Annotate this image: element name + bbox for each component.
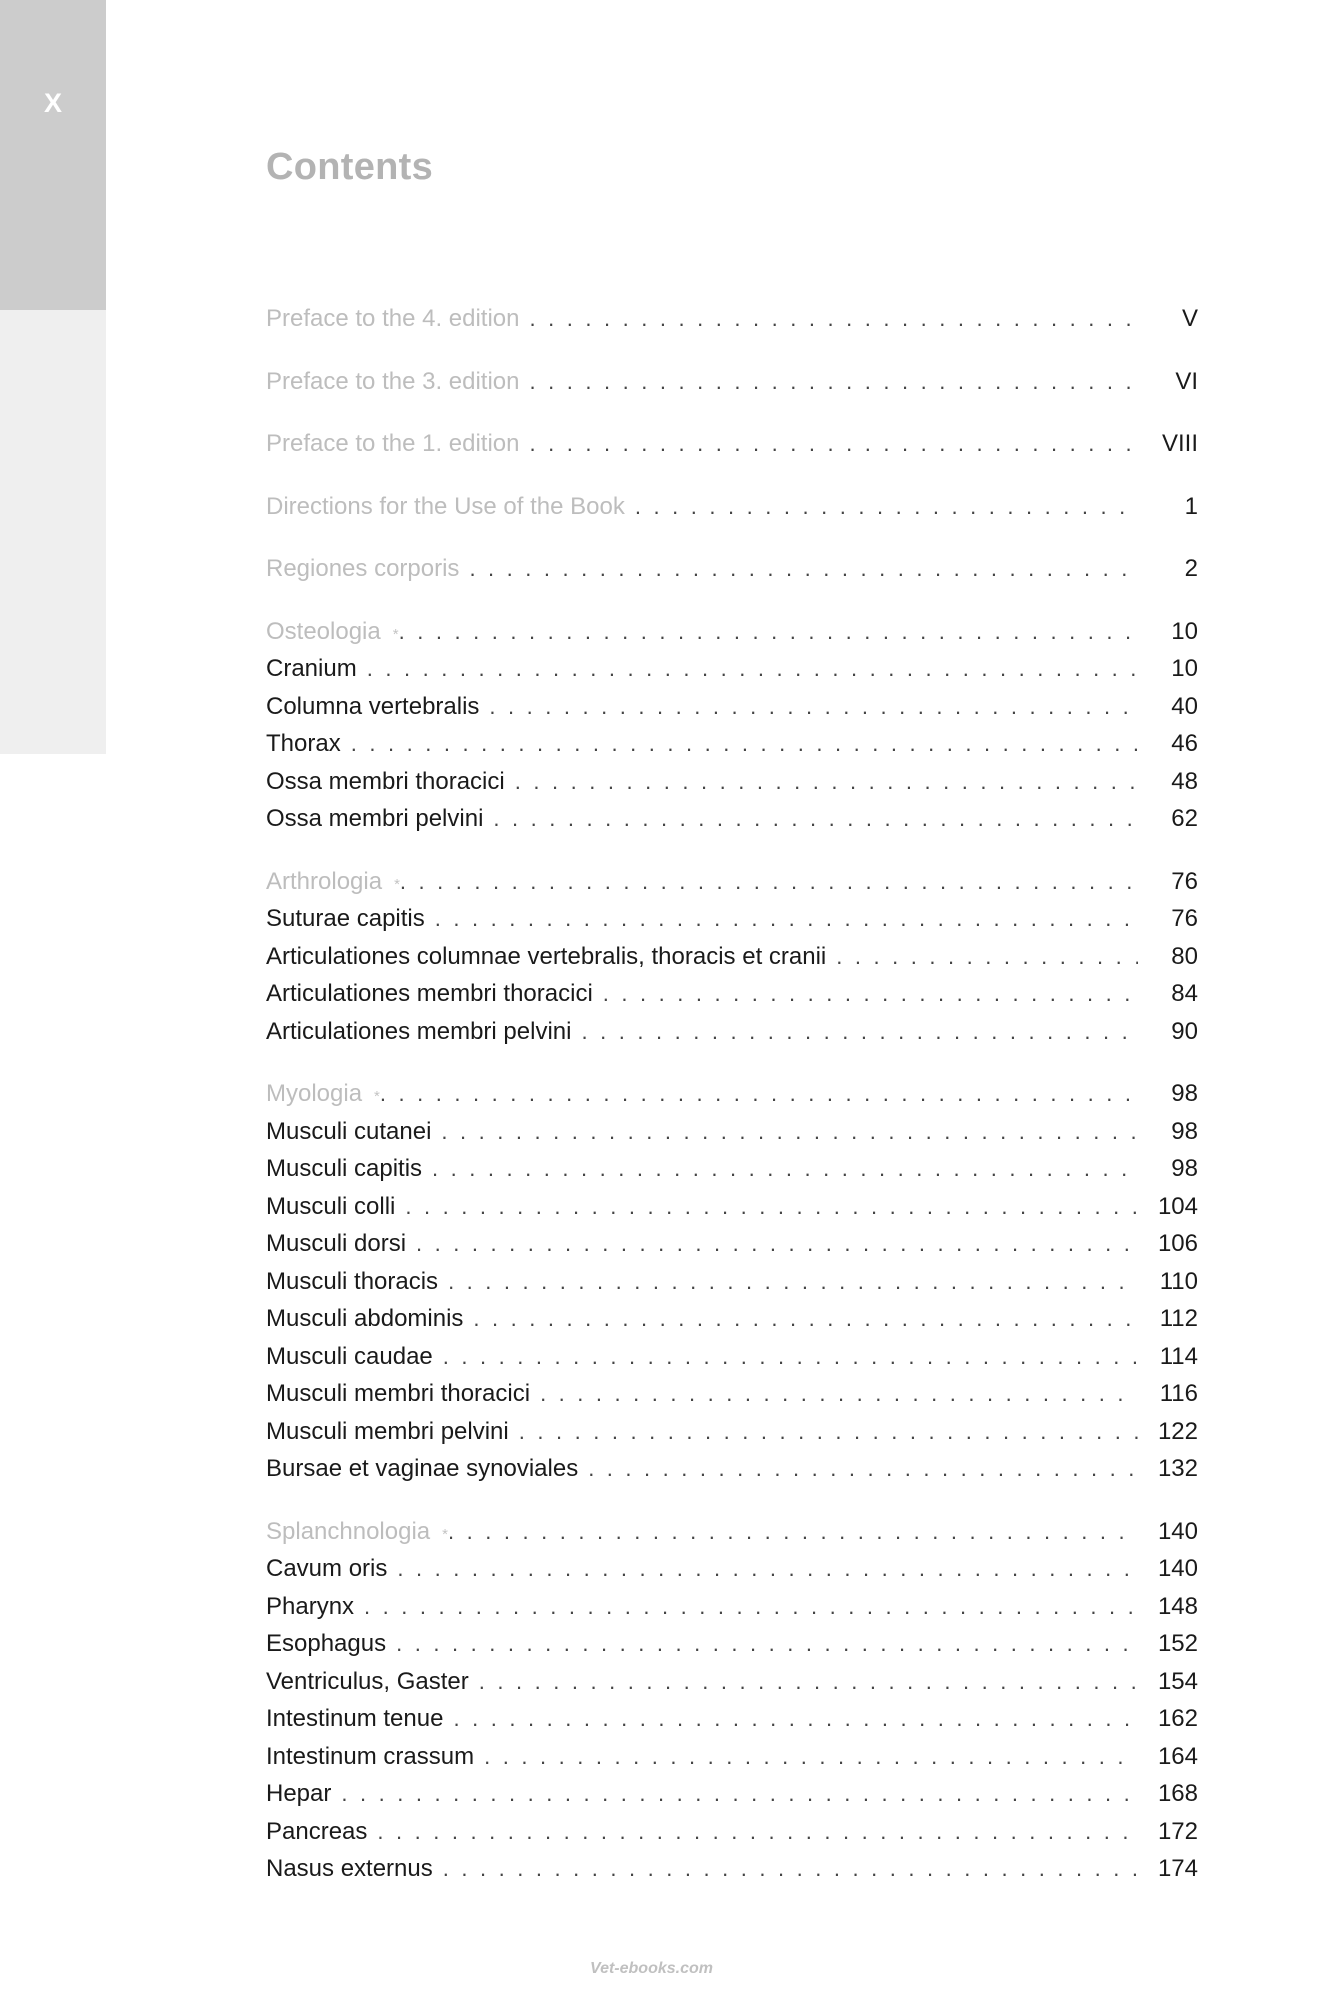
toc-entry-page: 140 [1157, 1517, 1198, 1545]
toc-entry-page: 10 [1171, 655, 1198, 682]
asterisk-icon: * [394, 875, 400, 893]
dot-leader [530, 300, 1139, 338]
toc-entry[interactable] [266, 1850, 1198, 1888]
dot-leader [351, 725, 1138, 763]
toc-entry-page: 10 [1171, 617, 1198, 645]
toc-entry-page: 1 [1184, 492, 1198, 520]
toc-entry-page: 132 [1157, 1455, 1198, 1482]
dot-leader [603, 975, 1138, 1013]
toc-entry-label: Intestinum crassum [266, 1742, 475, 1770]
dot-leader [588, 1450, 1138, 1488]
toc-entry-page: 162 [1157, 1705, 1198, 1732]
toc-entry[interactable] [266, 300, 1198, 338]
dot-leader [380, 1075, 1138, 1113]
toc-entry-label: Esophagus [266, 1630, 387, 1657]
toc-entry[interactable] [266, 363, 1198, 401]
toc-entry-page: 62 [1171, 805, 1198, 832]
dot-leader [519, 1413, 1138, 1451]
toc-entry-label: Cranium [266, 655, 357, 682]
page-title: Contents [266, 146, 434, 188]
toc-entry[interactable] [266, 800, 1198, 838]
toc-entry[interactable] [266, 763, 1198, 801]
toc-entry-page: 148 [1157, 1592, 1198, 1620]
toc-entry-page: 46 [1171, 730, 1198, 757]
toc-entry[interactable] [266, 1075, 1198, 1113]
dot-leader [530, 363, 1139, 401]
dot-leader [400, 863, 1138, 901]
toc-entry-label: Musculi membri thoracici [266, 1380, 531, 1407]
toc-entry-page: 172 [1157, 1817, 1198, 1845]
toc-entry[interactable] [266, 1738, 1198, 1776]
page-number: X [43, 88, 62, 118]
toc-entry-label: Musculi cutanei [266, 1117, 432, 1145]
dot-leader [432, 1150, 1138, 1188]
dot-leader [443, 1850, 1138, 1888]
toc-entry-label: Musculi abdominis [266, 1305, 464, 1332]
asterisk-icon: * [442, 1525, 448, 1543]
toc-entry-label: Thorax [266, 730, 341, 757]
dot-leader [416, 1225, 1138, 1263]
toc-entry[interactable] [266, 688, 1198, 726]
toc-entry[interactable] [266, 938, 1198, 976]
dot-leader [469, 550, 1138, 588]
toc-entry-label: Ventriculus, Gaster [266, 1667, 469, 1695]
dot-leader [530, 425, 1139, 463]
dot-leader [484, 1738, 1138, 1776]
dot-leader [540, 1375, 1138, 1413]
dot-leader [453, 1700, 1138, 1738]
dot-leader [493, 800, 1138, 838]
toc-entry-page: VI [1175, 367, 1198, 395]
toc-entry[interactable] [266, 1225, 1198, 1263]
toc-entry-label: Hepar [266, 1780, 332, 1807]
toc-entry[interactable] [266, 613, 1198, 651]
side-band [0, 310, 106, 754]
toc-entry[interactable] [266, 1775, 1198, 1813]
toc-entry-label: Regiones corporis [266, 555, 460, 582]
toc-entry-label: Preface to the 4. edition [266, 305, 520, 332]
dot-leader [435, 900, 1138, 938]
toc-entry-label: Pancreas [266, 1817, 368, 1845]
toc-entry[interactable] [266, 1338, 1198, 1376]
toc-entry-label: Nasus externus [266, 1855, 433, 1882]
toc-entry[interactable] [266, 488, 1198, 526]
toc-entry[interactable] [266, 1513, 1198, 1551]
toc-entry-label: Osteologia [266, 617, 381, 645]
table-of-contents [266, 300, 1198, 1888]
toc-entry-label: Musculi capitis [266, 1155, 423, 1182]
toc-entry-label: Musculi thoracis [266, 1267, 439, 1295]
toc-entry[interactable] [266, 1663, 1198, 1701]
toc-entry-label: Suturae capitis [266, 905, 425, 932]
toc-entry-page: 98 [1171, 1080, 1198, 1107]
dot-leader [473, 1300, 1138, 1338]
dot-leader [399, 613, 1138, 651]
toc-entry-page: 116 [1159, 1380, 1198, 1407]
toc-entry-label: Myologia [266, 1080, 363, 1107]
toc-entry-page: 90 [1171, 1017, 1198, 1045]
watermark-logo: Vet-ebooks.com [590, 1960, 713, 1977]
dot-leader [396, 1625, 1138, 1663]
toc-entry-page: 40 [1171, 692, 1198, 720]
toc-entry-label: Preface to the 3. edition [266, 367, 520, 395]
asterisk-icon: * [392, 625, 399, 643]
toc-entry-label: Musculi colli [266, 1192, 396, 1220]
toc-entry[interactable] [266, 1013, 1198, 1051]
toc-entry[interactable] [266, 1625, 1198, 1663]
toc-entry[interactable] [266, 1588, 1198, 1626]
toc-entry[interactable] [266, 900, 1198, 938]
toc-entry-label: Bursae et vaginae synoviales [266, 1455, 579, 1482]
toc-entry-label: Musculi dorsi [266, 1230, 407, 1257]
toc-entry-page: 112 [1159, 1305, 1198, 1332]
dot-leader [397, 1550, 1138, 1588]
toc-entry[interactable] [266, 425, 1198, 463]
toc-entry-page: 122 [1157, 1417, 1198, 1445]
dot-leader [341, 1775, 1138, 1813]
toc-entry-page: 154 [1157, 1667, 1198, 1695]
toc-entry-page: 98 [1171, 1155, 1198, 1182]
dot-leader [515, 763, 1138, 801]
toc-entry-label: Intestinum tenue [266, 1705, 444, 1732]
toc-entry[interactable] [266, 550, 1198, 588]
toc-entry-label: Ossa membri pelvini [266, 805, 484, 832]
toc-entry-label: Preface to the 1. edition [266, 430, 520, 457]
toc-entry-label: Directions for the Use of the Book [266, 492, 625, 520]
dot-leader [364, 1588, 1138, 1626]
toc-entry[interactable] [266, 1550, 1198, 1588]
dot-leader [367, 650, 1138, 688]
toc-entry[interactable] [266, 1813, 1198, 1851]
dot-leader [635, 488, 1138, 526]
toc-entry[interactable] [266, 725, 1198, 763]
toc-entry-page: 140 [1157, 1555, 1198, 1582]
toc-entry-page: 76 [1171, 905, 1198, 932]
toc-entry-label: Arthrologia [266, 867, 383, 895]
toc-entry-label: Articulationes membri pelvini [266, 1017, 572, 1045]
toc-entry-label: Musculi membri pelvini [266, 1417, 509, 1445]
toc-entry-page: 152 [1157, 1630, 1198, 1657]
dot-leader [479, 1663, 1138, 1701]
toc-entry[interactable] [266, 1375, 1198, 1413]
toc-entry-page: V [1181, 305, 1198, 332]
toc-entry[interactable] [266, 1413, 1198, 1451]
toc-entry-page: 84 [1171, 980, 1198, 1007]
toc-entry[interactable] [266, 1450, 1198, 1488]
dot-leader [441, 1113, 1138, 1151]
toc-entry[interactable] [266, 1300, 1198, 1338]
dot-leader [377, 1813, 1138, 1851]
toc-entry-page: 164 [1157, 1742, 1198, 1770]
toc-entry-label: Columna vertebralis [266, 692, 480, 720]
toc-entry-label: Musculi caudae [266, 1342, 433, 1370]
toc-entry[interactable] [266, 1188, 1198, 1226]
toc-entry[interactable] [266, 975, 1198, 1013]
dot-leader [836, 938, 1138, 976]
toc-entry[interactable] [266, 1700, 1198, 1738]
toc-entry-page: 104 [1157, 1192, 1198, 1220]
toc-entry-label: Ossa membri thoracici [266, 767, 505, 795]
toc-entry-label: Articulationes membri thoracici [266, 980, 593, 1007]
dot-leader [489, 688, 1138, 726]
toc-entry-label: Splanchnologia [266, 1517, 431, 1545]
toc-entry-label: Pharynx [266, 1592, 355, 1620]
toc-entry-page: 48 [1171, 767, 1198, 795]
dot-leader [448, 1263, 1138, 1301]
toc-entry[interactable] [266, 863, 1198, 901]
asterisk-icon: * [374, 1088, 380, 1105]
dot-leader [405, 1188, 1138, 1226]
dot-leader [448, 1513, 1138, 1551]
toc-entry-label: Articulationes columnae vertebralis, thoracis et cranii [266, 942, 827, 970]
toc-entry-page: 168 [1157, 1780, 1198, 1807]
toc-entry[interactable] [266, 650, 1198, 688]
dot-leader [581, 1013, 1138, 1051]
toc-entry-label: Cavum oris [266, 1555, 388, 1582]
dot-leader [443, 1338, 1138, 1376]
toc-entry-page: 110 [1159, 1267, 1198, 1295]
toc-entry[interactable] [266, 1263, 1198, 1301]
toc-entry-page: 174 [1157, 1855, 1198, 1882]
toc-entry-page: VIII [1161, 430, 1198, 457]
toc-entry-page: 114 [1159, 1342, 1198, 1370]
toc-entry[interactable] [266, 1113, 1198, 1151]
toc-entry[interactable] [266, 1150, 1198, 1188]
toc-entry-page: 2 [1184, 555, 1198, 582]
toc-entry-page: 106 [1157, 1230, 1198, 1257]
toc-entry-page: 80 [1171, 942, 1198, 970]
toc-entry-page: 98 [1171, 1117, 1198, 1145]
side-tab [0, 0, 106, 310]
toc-entry-page: 76 [1171, 867, 1198, 895]
